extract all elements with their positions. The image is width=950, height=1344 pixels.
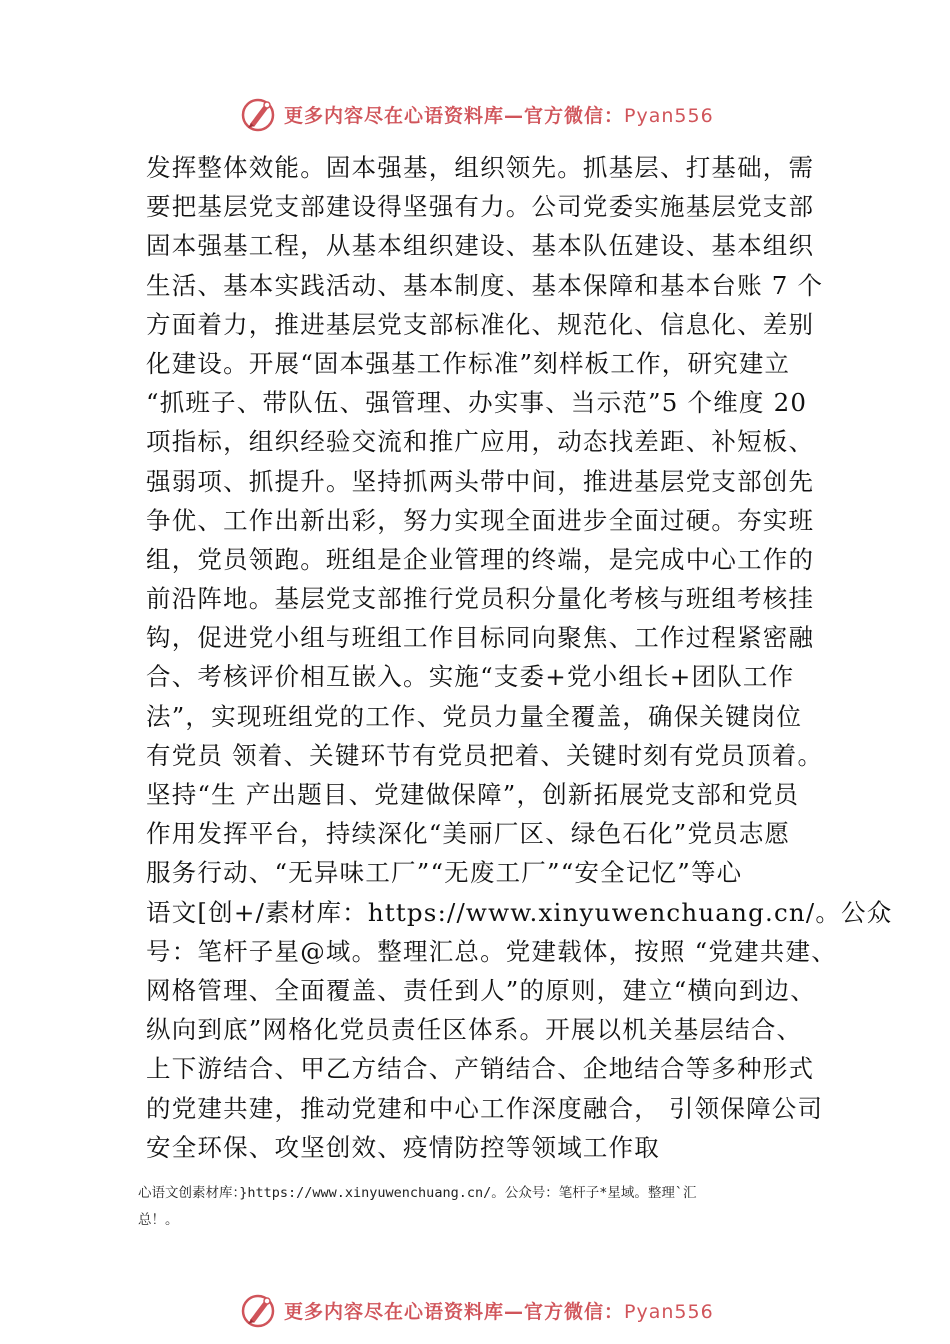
text-line: 安全环保、攻坚创效、疫情防控等领域工作取 (146, 1132, 660, 1162)
pen-logo-icon (238, 1290, 278, 1330)
text-line: 前沿阵地。基层党支部推行党员积分量化考核与班组考核挂 (146, 584, 815, 614)
banner-text: 更多内容尽在心语资料库—官方微信：Pyan556 (284, 1300, 714, 1323)
footer-banner (238, 1288, 714, 1332)
text-line: 网格管理、全面覆盖、责任到人”的原则，建立“横向到边、 (146, 975, 816, 1005)
text-line: 项指标，组织经验交流和推广应用，动态找差距、补短板、 (146, 427, 815, 457)
footnote-line: 心语文创素材库：}https://www.xinyuwenchuang.cn/。公众号：笔杆子*星域。整理`汇 (138, 1185, 697, 1201)
text-line: 钩，促进党小组与班组工作目标同向聚焦、工作过程紧密融 (146, 623, 815, 653)
pen-logo-icon (238, 94, 278, 134)
text-line: 有党员 领着、关键环节有党员把着、关键时刻有党员顶着。 (146, 740, 824, 770)
text-line: 上下游结合、甲乙方结合、产销结合、企地结合等多种形式 (146, 1054, 815, 1084)
text-line: 方面着力，推进基层党支部标准化、规范化、信息化、差别 (146, 309, 815, 339)
wechat-id: Pyan556 (624, 1300, 714, 1323)
text-line: 号：笔杆子星@域。整理汇总。党建载体，按照 “党建共建、 (146, 936, 837, 966)
header-banner (238, 92, 714, 136)
text-line: 生活、基本实践活动、基本制度、基本保障和基本台账 7 个 (146, 270, 824, 300)
text-line: 的党建共建，推动党建和中心工作深度融合， 引领保障公司 (146, 1093, 824, 1123)
banner-text: 更多内容尽在心语资料库—官方微信：Pyan556 (284, 104, 714, 127)
wechat-id: Pyan556 (624, 104, 714, 127)
text-line: 发挥整体效能。固本强基，组织领先。抓基层、打基础，需 (146, 153, 815, 182)
text-line: “抓班子、带队伍、强管理、办实事、当示范”5 个维度 20 (146, 388, 808, 418)
text-line: 固本强基工程，从基本组织建设、基本队伍建设、基本组织 (146, 231, 815, 261)
text-line: 服务行动、“无异味工厂”“无废工厂”“安全记忆”等心 (146, 858, 743, 888)
text-line: 强弱项、抓提升。坚持抓两头带中间，推进基层党支部创先 (146, 466, 815, 496)
text-line: 合、考核评价相互嵌入。实施“支委+党小组长+团队工作 (146, 662, 795, 692)
text-line: 要把基层党支部建设得坚强有力。公司党委实施基层党支部 (146, 192, 815, 222)
text-line: 组，党员领跑。班组是企业管理的终端，是完成中心工作的 (146, 544, 815, 574)
footnote-line: 总！。 (138, 1212, 179, 1228)
text-line: 纵向到底”网格化党员责任区体系。开展以机关基层结合、 (146, 1015, 803, 1045)
text-line: 争优、工作出新出彩，努力实现全面进步全面过硬。夯实班 (146, 505, 815, 535)
text-line: 语文[创+/素材库：https://www.xinyuwenchuang.cn/。公众 (146, 897, 893, 927)
body-paragraph (146, 148, 893, 1167)
text-line: 作用发挥平台，持续深化“美丽厂区、绿色石化”党员志愿 (146, 819, 791, 849)
text-line: 法”，实现班组党的工作、党员力量全覆盖，确保关键岗位 (146, 701, 803, 731)
text-line: 化建设。开展“固本强基工作标准”刻样板工作，研究建立 (146, 348, 791, 378)
text-line: 坚持“生 产出题目、党建做保障”，创新拓展党支部和党员 (146, 780, 800, 809)
footnote (138, 1180, 828, 1234)
